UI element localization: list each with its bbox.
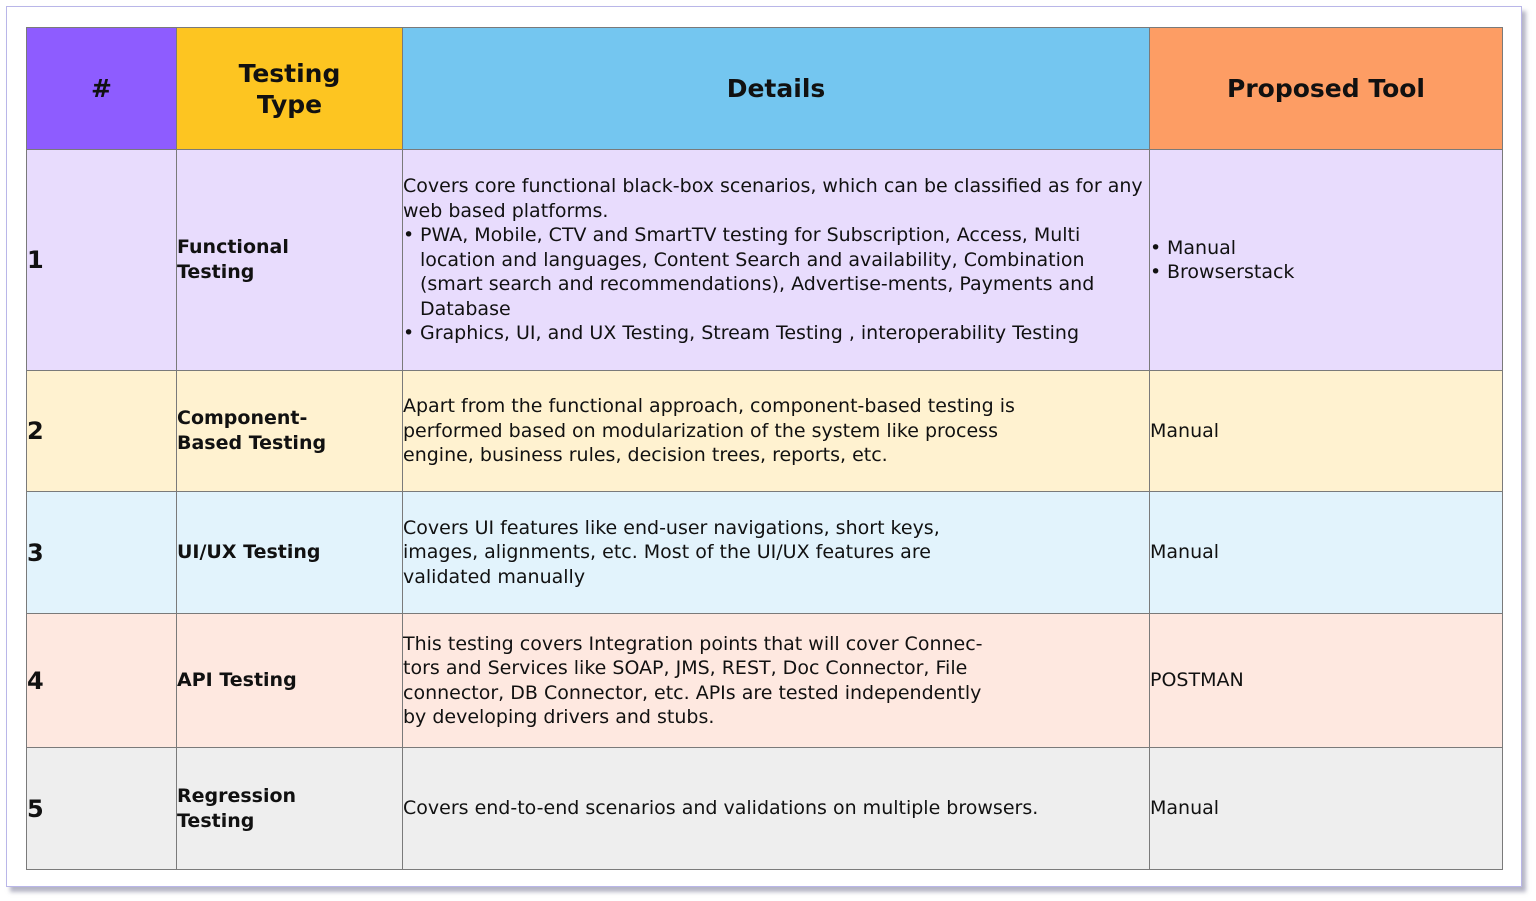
proposed-tool-cell: Manual	[1150, 492, 1503, 614]
row-number: 2	[27, 371, 177, 492]
testing-type-cell: UI/UX Testing	[177, 492, 403, 614]
header-testing-type-label: Testing Type	[238, 58, 341, 119]
header-number: #	[27, 28, 177, 150]
header-details: Details	[403, 28, 1150, 150]
testing-type-label: Functional Testing	[177, 236, 289, 283]
testing-type-cell	[177, 150, 403, 371]
proposed-tool-cell	[1150, 150, 1503, 371]
table-row	[27, 614, 1503, 748]
row-number: 1	[27, 150, 177, 371]
details-intro: Covers core functional black-box scenarios, which can be classified as for any web based platforms.	[403, 175, 1143, 222]
table-row	[27, 371, 1503, 492]
details-cell	[403, 371, 1150, 492]
testing-type-cell	[177, 371, 403, 492]
details-cell	[403, 150, 1150, 371]
testing-type-label: Regression Testing	[177, 784, 297, 832]
testing-strategy-table	[26, 27, 1503, 870]
details-text: Covers UI features like end-user navigations, short keys, images, alignments, etc. Most of the UI/UX features are validated manually	[403, 516, 940, 588]
testing-type-label: Component-Based Testing	[177, 407, 327, 454]
details-bullet: • Graphics, UI, and UX Testing, Stream Testing , interoperability Testing	[403, 321, 1149, 346]
tool-bullet: • Browserstack	[1150, 260, 1502, 285]
details-cell: Covers end-to-end scenarios and validations on multiple browsers.	[403, 748, 1150, 870]
details-cell	[403, 492, 1150, 614]
table-row	[27, 150, 1503, 371]
proposed-tool-cell: Manual	[1150, 371, 1503, 492]
table-row	[27, 492, 1503, 614]
header-testing-type	[177, 28, 403, 150]
table-row	[27, 748, 1503, 870]
proposed-tool-cell: Manual	[1150, 748, 1503, 870]
details-bullet: • PWA, Mobile, CTV and SmartTV testing for Subscription, Access, Multi location and languages, Content Search and availability, Combination (smart search and recommendations), Advertise-ments, Payments and Database	[403, 223, 1149, 321]
tool-bullet: • Manual	[1150, 236, 1502, 261]
proposed-tool-cell: POSTMAN	[1150, 614, 1503, 748]
details-text: This testing covers Integration points that will cover Connec-tors and Services like SOAP, JMS, REST, Doc Connector, File connector, DB Connector, etc. APIs are tested independently by developing drivers and stubs.	[403, 632, 983, 728]
tool-bullet-list	[1150, 236, 1502, 285]
details-cell	[403, 614, 1150, 748]
row-number: 4	[27, 614, 177, 748]
table-header-row	[27, 28, 1503, 150]
header-proposed-tool: Proposed Tool	[1150, 28, 1503, 150]
details-bullet-list	[403, 223, 1149, 346]
testing-type-cell	[177, 748, 403, 870]
row-number: 3	[27, 492, 177, 614]
details-text: Apart from the functional approach, component-based testing is performed based on modularization of the system like process engine, business rules, decision trees, reports, etc.	[403, 395, 1015, 467]
row-number: 5	[27, 748, 177, 870]
testing-type-cell: API Testing	[177, 614, 403, 748]
